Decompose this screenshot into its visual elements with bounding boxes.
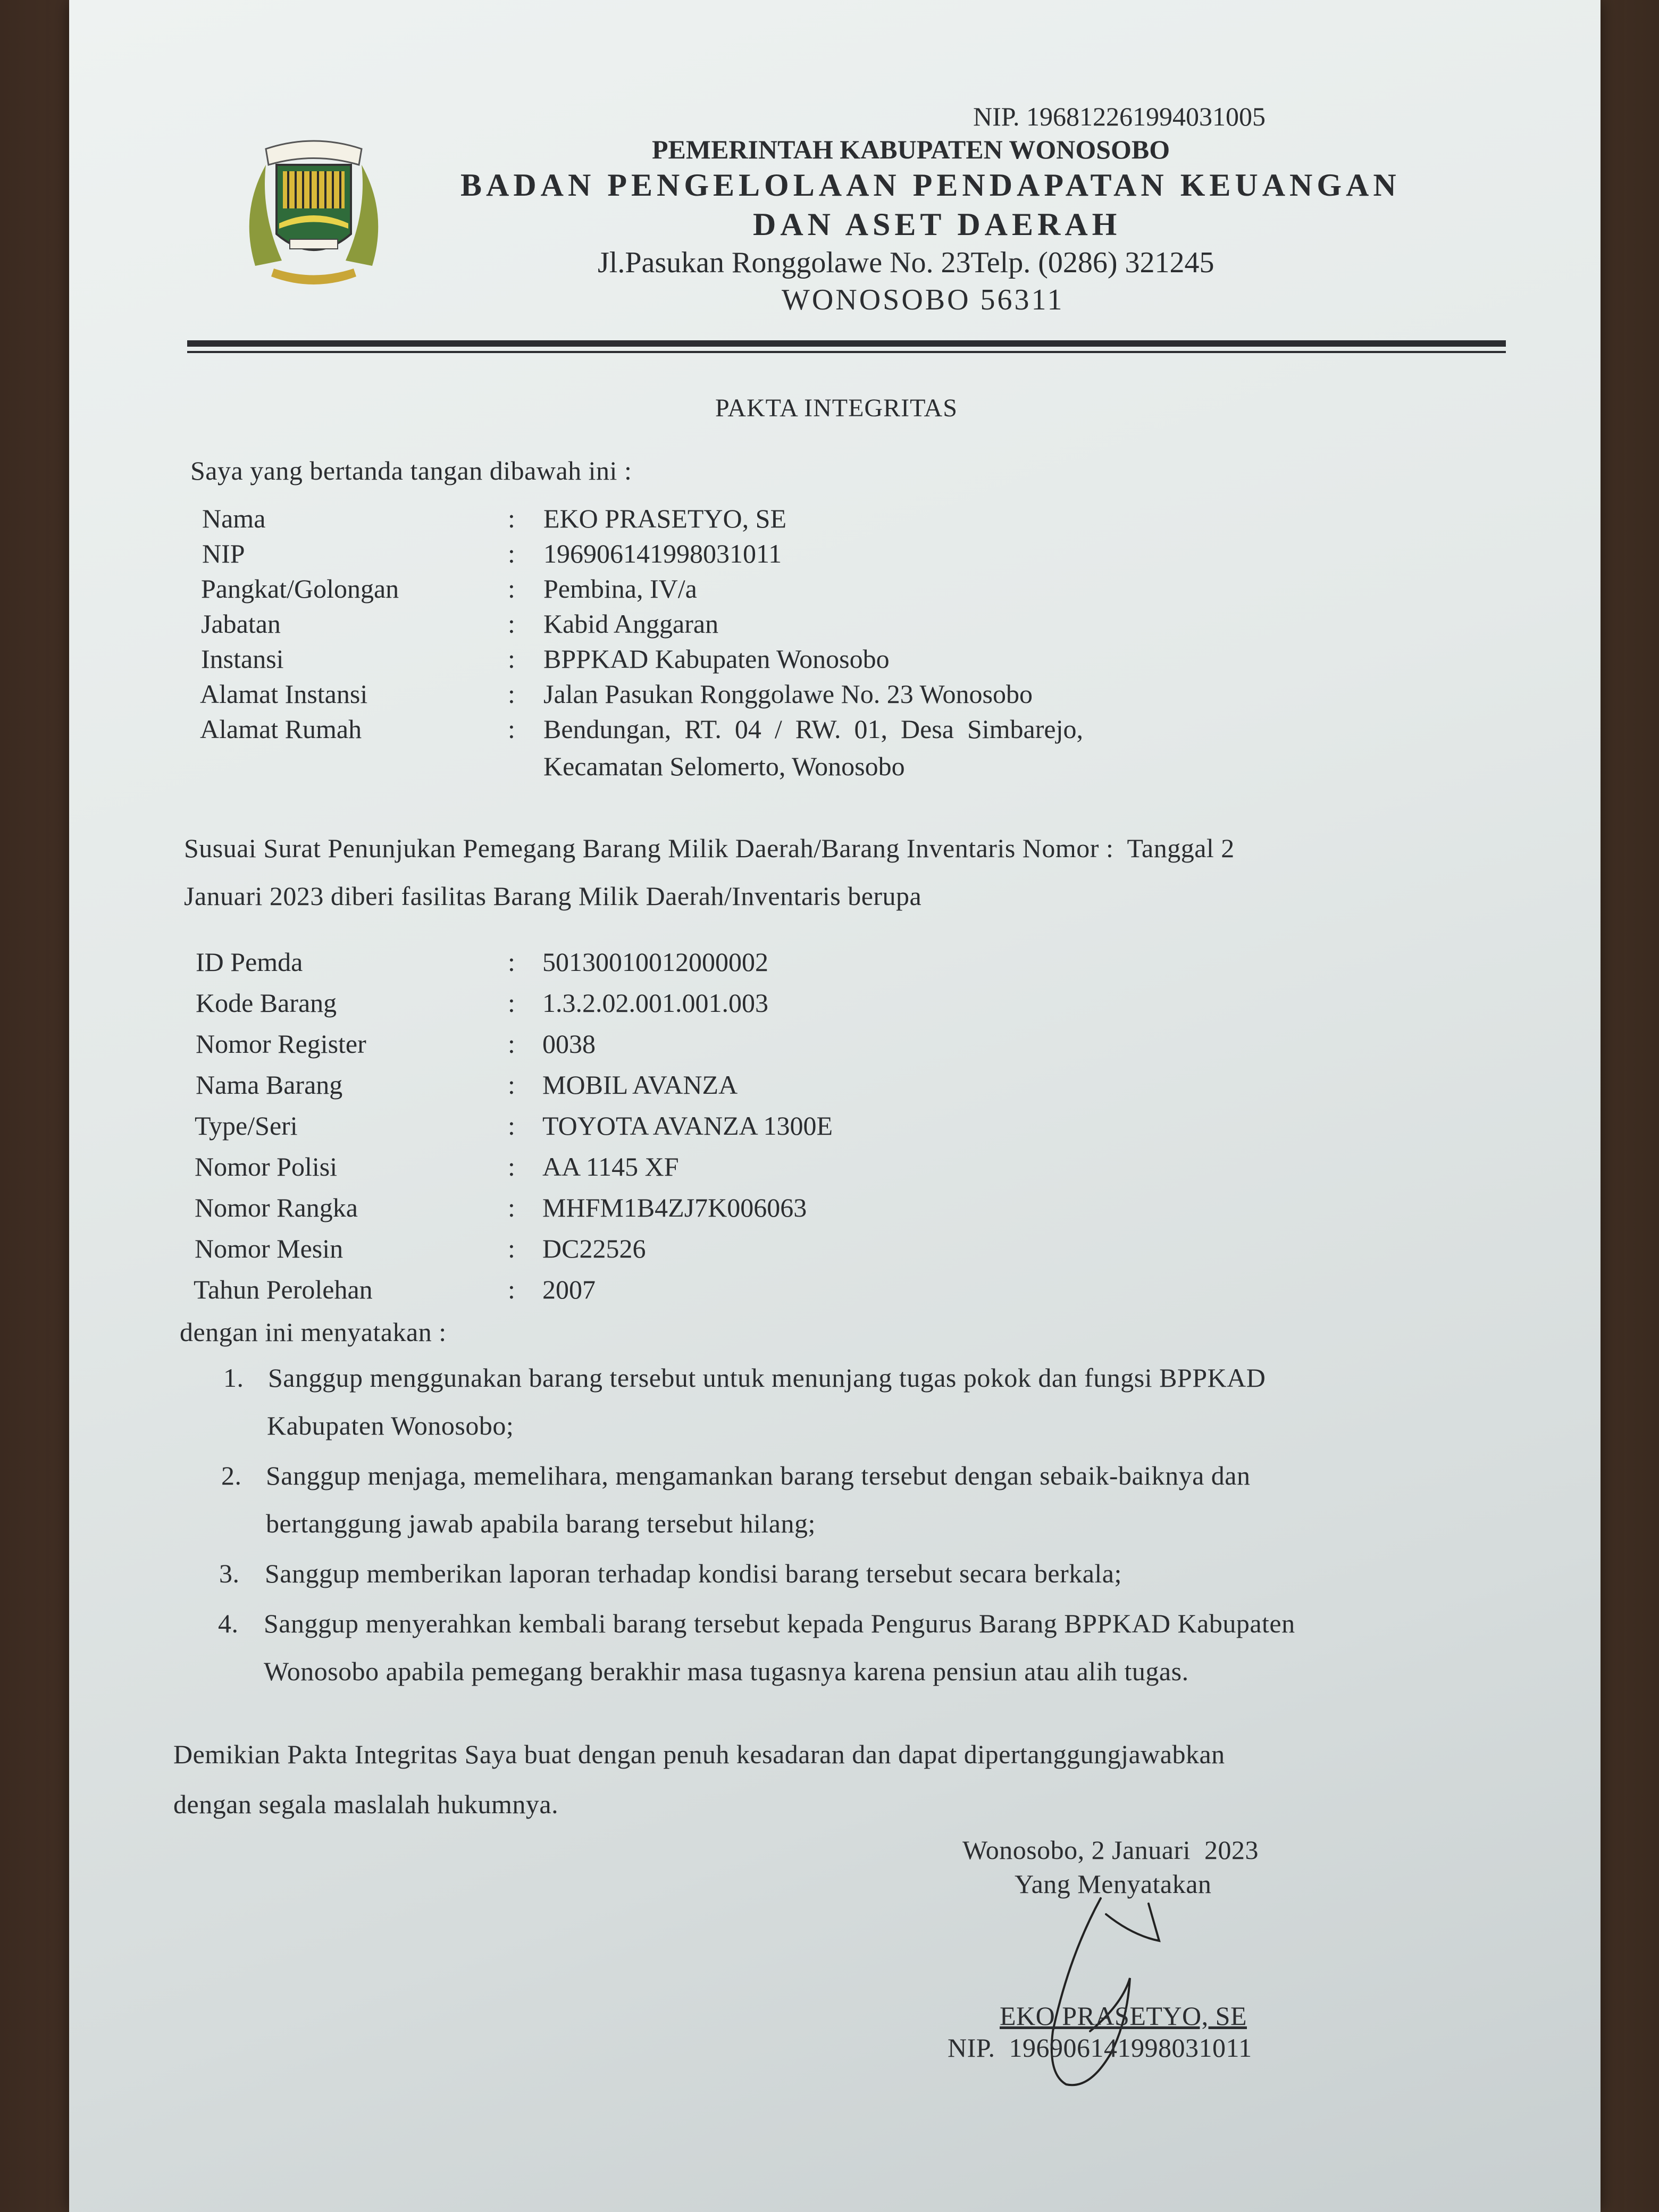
list-item-text: Sanggup menyerahkan kembali barang tersebut kepada Pengurus Barang BPPKAD Kabupaten — [264, 1608, 1295, 1638]
field-colon: : — [508, 504, 515, 533]
header-nip: NIP. 196812261994031005 — [973, 102, 1266, 131]
field-label: Nama Barang — [196, 1070, 343, 1100]
field-value: MOBIL AVANZA — [542, 1070, 738, 1100]
field-colon: : — [508, 644, 515, 674]
list-item-text: Sanggup menjaga, memelihara, mengamankan barang tersebut dengan sebaik-baiknya dan — [266, 1461, 1251, 1490]
header-agency-line2: DAN ASET DAERAH — [753, 207, 1121, 242]
field-colon: : — [508, 988, 515, 1018]
list-item-text-continued: Wonosobo apabila pemegang berakhir masa tugasnya karena pensiun atau alih tugas. — [264, 1656, 1189, 1686]
field-value: 50130010012000002 — [542, 947, 768, 977]
field-label: Nomor Polisi — [195, 1152, 338, 1182]
handwritten-signature-icon — [1021, 1893, 1223, 2106]
field-label: Alamat Instansi — [200, 679, 368, 709]
closing-line2: dengan segala maslalah hukumnya. — [173, 1789, 559, 1819]
list-item-text: Sanggup menggunakan barang tersebut untuk menunjang tugas pokok dan fungsi BPPKAD — [268, 1363, 1266, 1393]
field-label: Nomor Mesin — [195, 1234, 343, 1263]
reference-paragraph-line2: Januari 2023 diberi fasilitas Barang Milik Daerah/Inventaris berupa — [184, 881, 922, 911]
field-colon: : — [508, 1152, 515, 1182]
signature-nip: NIP. 196906141998031011 — [948, 2033, 1252, 2063]
statement-intro: dengan ini menyatakan : — [180, 1317, 447, 1347]
field-value: 1.3.2.02.001.001.003 — [542, 988, 768, 1018]
header-agency-line1: BADAN PENGELOLAAN PENDAPATAN KEUANGAN — [460, 167, 1401, 203]
field-colon: : — [508, 539, 515, 568]
list-item-text-continued: bertanggung jawab apabila barang tersebut hilang; — [266, 1509, 816, 1538]
field-label: Jabatan — [201, 609, 281, 639]
closing-line1: Demikian Pakta Integritas Saya buat dengan penuh kesadaran dan dapat dipertanggungjawabkan — [173, 1739, 1225, 1769]
field-colon: : — [508, 609, 515, 639]
field-label: Pangkat/Golongan — [201, 574, 399, 604]
field-value: 196906141998031011 — [543, 539, 782, 568]
field-colon: : — [508, 574, 515, 604]
regency-emblem-icon — [234, 133, 393, 292]
field-colon: : — [508, 679, 515, 709]
document-title: PAKTA INTEGRITAS — [715, 394, 958, 422]
field-value: TOYOTA AVANZA 1300E — [542, 1111, 833, 1141]
field-value: Jalan Pasukan Ronggolawe No. 23 Wonosobo — [543, 679, 1033, 709]
signature-name: EKO PRASETYO, SE — [1000, 2001, 1247, 2031]
document-page — [69, 0, 1601, 2212]
list-item-text: Sanggup memberikan laporan terhadap kondisi barang tersebut secara berkala; — [265, 1559, 1122, 1588]
field-colon: : — [508, 947, 515, 977]
field-value-continued: Kecamatan Selomerto, Wonosobo — [543, 751, 905, 781]
field-label: Type/Seri — [195, 1111, 298, 1141]
field-colon: : — [508, 1029, 515, 1059]
header-address: Jl.Pasukan Ronggolawe No. 23Telp. (0286) 321245 — [598, 246, 1214, 279]
field-label: Tahun Perolehan — [194, 1275, 373, 1304]
field-label: Nama — [202, 504, 266, 533]
field-label: Kode Barang — [196, 988, 337, 1018]
header-divider-thick — [187, 340, 1506, 347]
field-value: MHFM1B4ZJ7K006063 — [542, 1193, 807, 1222]
header-city: WONOSOBO 56311 — [782, 283, 1065, 316]
signature-place-date: Wonosobo, 2 Januari 2023 — [962, 1835, 1259, 1865]
field-value: 2007 — [542, 1275, 596, 1304]
list-item-number: 4. — [218, 1608, 239, 1638]
field-label: Nomor Rangka — [195, 1193, 358, 1222]
list-item-number: 2. — [221, 1461, 242, 1490]
field-colon: : — [508, 1234, 515, 1263]
field-colon: : — [508, 1275, 515, 1304]
field-colon: : — [508, 1193, 515, 1222]
list-item-number: 1. — [223, 1363, 244, 1393]
field-label: Instansi — [201, 644, 284, 674]
list-item-text-continued: Kabupaten Wonosobo; — [267, 1411, 514, 1440]
field-value: EKO PRASETYO, SE — [543, 504, 786, 533]
header-divider-thin — [187, 351, 1506, 353]
field-colon: : — [508, 714, 515, 744]
list-item-number: 3. — [219, 1559, 240, 1588]
field-label: NIP — [202, 539, 245, 568]
reference-paragraph-line1: Susuai Surat Penunjukan Pemegang Barang Milik Daerah/Barang Inventaris Nomor : Tanggal 2 — [184, 833, 1235, 863]
field-value: DC22526 — [542, 1234, 646, 1263]
field-value: BPPKAD Kabupaten Wonosobo — [543, 644, 890, 674]
field-value: AA 1145 XF — [542, 1152, 679, 1182]
intro-text: Saya yang bertanda tangan dibawah ini : — [190, 456, 632, 485]
field-value: Kabid Anggaran — [543, 609, 719, 639]
field-label: ID Pemda — [196, 947, 303, 977]
field-label: Alamat Rumah — [200, 714, 362, 744]
signature-role: Yang Menyatakan — [1015, 1869, 1212, 1899]
field-value: 0038 — [542, 1029, 596, 1059]
header-government: PEMERINTAH KABUPATEN WONOSOBO — [652, 135, 1170, 164]
field-value: Bendungan, RT. 04 / RW. 01, Desa Simbarejo, — [543, 714, 1083, 744]
field-colon: : — [508, 1070, 515, 1100]
field-label: Nomor Register — [196, 1029, 366, 1059]
field-colon: : — [508, 1111, 515, 1141]
field-value: Pembina, IV/a — [543, 574, 697, 604]
